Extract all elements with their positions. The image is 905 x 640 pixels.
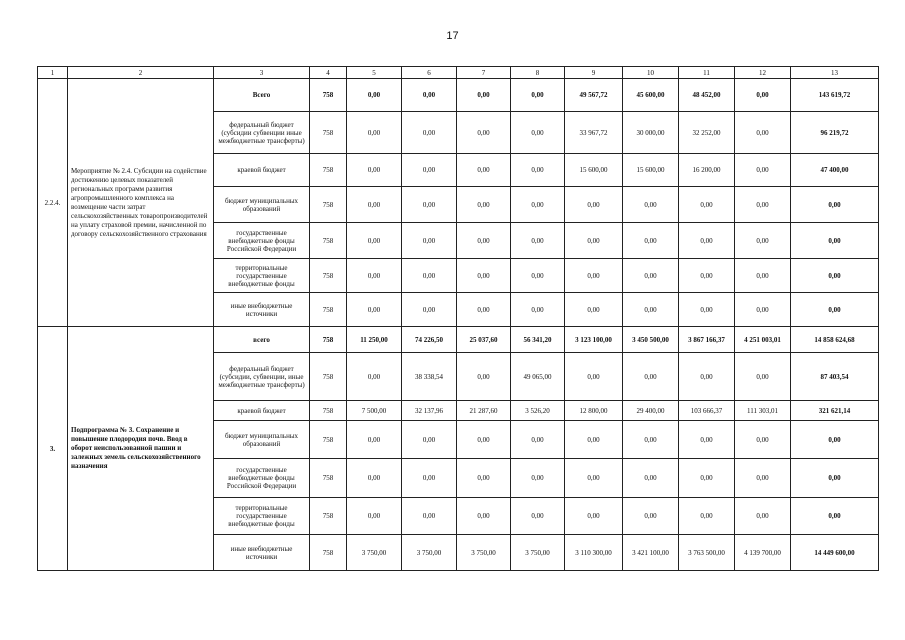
amount-col7: 0,00 [457,154,511,187]
column-number-6: 6 [402,67,457,79]
column-number-4: 4 [310,67,347,79]
amount-col6: 0,00 [402,259,457,293]
amount-col11: 0,00 [679,293,735,327]
amount-col6: 0,00 [402,223,457,259]
funding-source: территориальные государственные внебюджетные фонды [214,259,310,293]
amount-col8: 56 341,20 [511,327,565,353]
code-cell: 758 [310,259,347,293]
funding-source: бюджет муниципальных образований [214,421,310,459]
amount-col6: 0,00 [402,421,457,459]
funding-source: бюджет муниципальных образований [214,187,310,223]
amount-col11: 32 252,00 [679,112,735,154]
amount-col10: 3 421 100,00 [623,535,679,571]
amount-col6: 0,00 [402,187,457,223]
amount-col11: 0,00 [679,259,735,293]
section-number: 3. [38,327,68,571]
amount-col9: 0,00 [565,293,623,327]
amount-col5: 0,00 [347,353,402,401]
amount-col13: 0,00 [791,459,879,498]
funding-source: территориальные государственные внебюджетные фонды [214,498,310,535]
column-number-7: 7 [457,67,511,79]
amount-col5: 0,00 [347,421,402,459]
amount-col11: 3 763 500,00 [679,535,735,571]
column-number-1: 1 [38,67,68,79]
amount-col8: 0,00 [511,154,565,187]
amount-col12: 0,00 [735,223,791,259]
amount-col7: 0,00 [457,79,511,112]
amount-col9: 0,00 [565,259,623,293]
amount-col7: 0,00 [457,459,511,498]
amount-col9: 49 567,72 [565,79,623,112]
amount-col5: 11 250,00 [347,327,402,353]
funding-source: краевой бюджет [214,401,310,421]
amount-col5: 0,00 [347,154,402,187]
amount-col5: 0,00 [347,498,402,535]
column-number-12: 12 [735,67,791,79]
amount-col8: 0,00 [511,421,565,459]
amount-col13: 0,00 [791,259,879,293]
amount-col10: 29 400,00 [623,401,679,421]
column-number-13: 13 [791,67,879,79]
amount-col11: 0,00 [679,187,735,223]
amount-col8: 0,00 [511,498,565,535]
amount-col13: 47 400,00 [791,154,879,187]
amount-col5: 0,00 [347,79,402,112]
amount-col7: 0,00 [457,498,511,535]
amount-col8: 49 065,00 [511,353,565,401]
amount-col12: 0,00 [735,293,791,327]
code-cell: 758 [310,421,347,459]
amount-col10: 0,00 [623,353,679,401]
funding-source: всего [214,327,310,353]
funding-source: государственные внебюджетные фонды Российской Федерации [214,459,310,498]
amount-col9: 3 110 300,00 [565,535,623,571]
column-number-2: 2 [68,67,214,79]
code-cell: 758 [310,79,347,112]
amount-col7: 0,00 [457,353,511,401]
amount-col7: 0,00 [457,223,511,259]
amount-col10: 0,00 [623,498,679,535]
amount-col12: 0,00 [735,187,791,223]
amount-col8: 0,00 [511,187,565,223]
amount-col13: 0,00 [791,187,879,223]
column-number-5: 5 [347,67,402,79]
amount-col13: 0,00 [791,421,879,459]
amount-col12: 0,00 [735,259,791,293]
amount-col7: 0,00 [457,187,511,223]
column-number-header-row [38,67,879,79]
amount-col13: 321 621,14 [791,401,879,421]
amount-col8: 0,00 [511,459,565,498]
amount-col10: 45 600,00 [623,79,679,112]
amount-col9: 15 600,00 [565,154,623,187]
amount-col10: 15 600,00 [623,154,679,187]
amount-col5: 0,00 [347,187,402,223]
amount-col8: 0,00 [511,79,565,112]
amount-col12: 0,00 [735,459,791,498]
amount-col5: 0,00 [347,459,402,498]
code-cell: 758 [310,154,347,187]
amount-col12: 4 139 700,00 [735,535,791,571]
amount-col6: 0,00 [402,79,457,112]
amount-col7: 0,00 [457,259,511,293]
amount-col10: 0,00 [623,259,679,293]
amount-col11: 48 452,00 [679,79,735,112]
amount-col9: 3 123 100,00 [565,327,623,353]
column-number-11: 11 [679,67,735,79]
code-cell: 758 [310,112,347,154]
amount-col7: 0,00 [457,112,511,154]
code-cell: 758 [310,223,347,259]
amount-col13: 143 619,72 [791,79,879,112]
funding-source: федеральный бюджет (субсидии субвенции иные межбюджетные трансферты) [214,112,310,154]
amount-col9: 0,00 [565,187,623,223]
section-description: Подпрограмма № 3. Сохранение и повышение плодородия почв. Ввод в оборот неиспользованной пашни и залежных земель сельскохозяйственного назначения [68,327,214,571]
amount-col13: 87 403,54 [791,353,879,401]
section-description: Мероприятие № 2.4. Субсидии на содействие достижению целевых показателей региональных программ развития агропромышленного комплекса на возмещение части затрат сельскохозяйственных товаропроизводителей на уплату страховой премии, начисленной по договору сельскохозяйственного страхования [68,79,214,327]
section-number: 2.2.4. [38,79,68,327]
amount-col7: 0,00 [457,421,511,459]
amount-col6: 38 338,54 [402,353,457,401]
amount-col10: 0,00 [623,459,679,498]
amount-col12: 0,00 [735,353,791,401]
code-cell: 758 [310,187,347,223]
amount-col12: 0,00 [735,498,791,535]
amount-col9: 0,00 [565,459,623,498]
amount-col10: 0,00 [623,187,679,223]
table-row [38,79,879,112]
funding-source: государственные внебюджетные фонды Российской Федерации [214,223,310,259]
amount-col7: 3 750,00 [457,535,511,571]
amount-col6: 0,00 [402,293,457,327]
amount-col11: 0,00 [679,459,735,498]
amount-col6: 0,00 [402,154,457,187]
code-cell: 758 [310,535,347,571]
amount-col5: 0,00 [347,112,402,154]
amount-col6: 0,00 [402,498,457,535]
amount-col5: 0,00 [347,223,402,259]
funding-source: иные внебюджетные источники [214,293,310,327]
amount-col11: 0,00 [679,498,735,535]
amount-col5: 3 750,00 [347,535,402,571]
funding-source: Всего [214,79,310,112]
amount-col7: 0,00 [457,293,511,327]
amount-col11: 16 200,00 [679,154,735,187]
funding-source: иные внебюджетные источники [214,535,310,571]
amount-col12: 111 303,01 [735,401,791,421]
amount-col13: 14 449 600,00 [791,535,879,571]
code-cell: 758 [310,293,347,327]
amount-col8: 0,00 [511,293,565,327]
amount-col10: 3 450 500,00 [623,327,679,353]
amount-col9: 33 967,72 [565,112,623,154]
amount-col5: 7 500,00 [347,401,402,421]
table-body [38,67,879,571]
amount-col9: 0,00 [565,421,623,459]
amount-col6: 74 226,50 [402,327,457,353]
amount-col9: 0,00 [565,353,623,401]
amount-col8: 0,00 [511,259,565,293]
funding-source: федеральный бюджет (субсидии, субвенции, иные межбюджетные трансферты) [214,353,310,401]
amount-col9: 0,00 [565,223,623,259]
amount-col6: 3 750,00 [402,535,457,571]
amount-col12: 0,00 [735,421,791,459]
column-number-3: 3 [214,67,310,79]
amount-col10: 0,00 [623,223,679,259]
amount-col11: 0,00 [679,223,735,259]
code-cell: 758 [310,401,347,421]
amount-col13: 0,00 [791,223,879,259]
funding-source: краевой бюджет [214,154,310,187]
column-number-8: 8 [511,67,565,79]
amount-col9: 12 800,00 [565,401,623,421]
amount-col5: 0,00 [347,293,402,327]
amount-col7: 21 287,60 [457,401,511,421]
amount-col10: 0,00 [623,421,679,459]
amount-col6: 0,00 [402,112,457,154]
table-row [38,327,879,353]
amount-col9: 0,00 [565,498,623,535]
column-number-10: 10 [623,67,679,79]
budget-table [37,66,879,571]
amount-col12: 4 251 003,01 [735,327,791,353]
amount-col10: 30 000,00 [623,112,679,154]
code-cell: 758 [310,353,347,401]
amount-col13: 14 858 624,68 [791,327,879,353]
amount-col10: 0,00 [623,293,679,327]
amount-col8: 0,00 [511,112,565,154]
amount-col6: 32 137,96 [402,401,457,421]
amount-col11: 0,00 [679,353,735,401]
amount-col6: 0,00 [402,459,457,498]
amount-col11: 3 867 166,37 [679,327,735,353]
amount-col12: 0,00 [735,154,791,187]
amount-col13: 0,00 [791,293,879,327]
amount-col12: 0,00 [735,112,791,154]
amount-col13: 0,00 [791,498,879,535]
code-cell: 758 [310,459,347,498]
column-number-9: 9 [565,67,623,79]
page-number: 17 [446,30,459,42]
amount-col11: 0,00 [679,421,735,459]
amount-col8: 0,00 [511,223,565,259]
amount-col8: 3 750,00 [511,535,565,571]
amount-col11: 103 666,37 [679,401,735,421]
amount-col13: 96 219,72 [791,112,879,154]
amount-col8: 3 526,20 [511,401,565,421]
amount-col12: 0,00 [735,79,791,112]
amount-col5: 0,00 [347,259,402,293]
code-cell: 758 [310,327,347,353]
code-cell: 758 [310,498,347,535]
amount-col7: 25 037,60 [457,327,511,353]
